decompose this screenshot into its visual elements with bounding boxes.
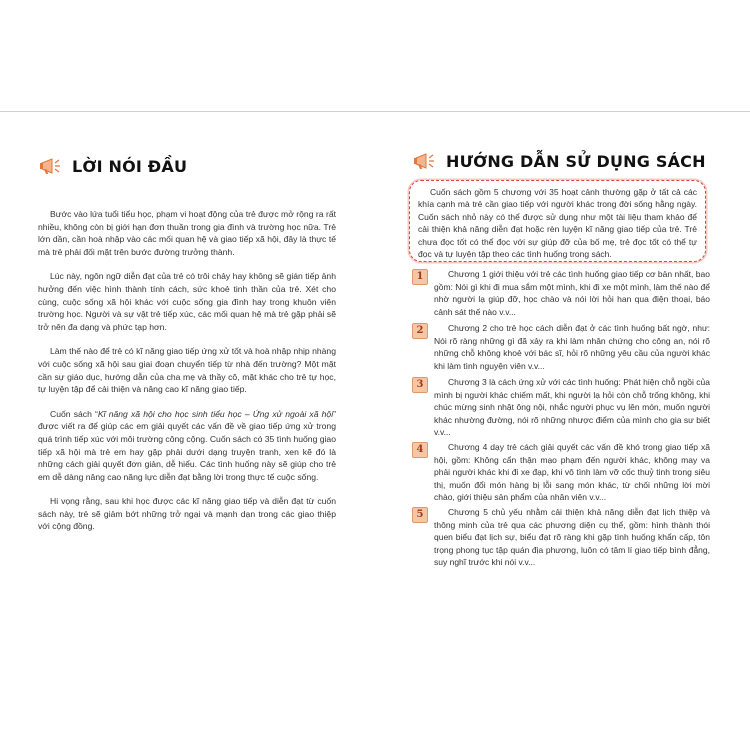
paragraph-text-pre: Cuốn sách “ (50, 408, 98, 419)
megaphone-icon (38, 155, 64, 177)
chapter-number-badge: 2 (412, 323, 428, 339)
left-page-title: LỜI NÓI ĐẦU (72, 156, 188, 176)
paragraph-text-post: ” được viết ra để giúp các em giải quyết các vấn đề về giao tiếp ứng xử trong quá trình tiếp xúc với môi trường công cộng. Cuốn sách có 35 tình huống giao tiếp xã hội mà trẻ em hay gặp phải dưới dạng truyện tranh, xen kẽ đó là những cách giải quyết đơn giản, dễ hiểu. Các tình huống này sẽ giúp cho trẻ em dễ dàng nâng cao năng lực diễn đạt bằng lời trong thực tế cuộc sống. (38, 408, 336, 482)
chapter-item (412, 322, 710, 372)
page-divider (0, 111, 750, 112)
preface-body (38, 208, 336, 545)
megaphone-icon (412, 150, 438, 172)
preface-paragraph: Bước vào lứa tuổi tiểu học, phạm vi hoạt động của trẻ được mở rộng ra rất nhiều, không còn bị giới hạn đơn thuần trong gia đình và trường học nữa. Trẻ lớn dần, cần hoà nhập vào các mối quan hệ và giao tiếp xã hội, đây là thực tế mà trẻ phải đối mặt trên bước đường trưởng thành. (38, 209, 336, 257)
intro-text: Cuốn sách gồm 5 chương với 35 hoạt cảnh thường gặp ở tất cả các khía cạnh mà trẻ cần giao tiếp với người khác trong đời sống hằng ngày. Cuốn sách nhỏ này có thể được sử dụng như một tài liệu tham khảo để cải thiện khả năng diễn đạt hoặc rèn luyện kĩ năng giao tiếp của trẻ. Trẻ chưa đọc tốt có thể đọc với sự giúp đỡ của bố mẹ, trẻ đọc tốt có thể tự đọc và tự luyện tập theo các tình huống trong sách. (418, 187, 697, 260)
chapter-description: Chương 1 giới thiệu với trẻ các tình huống giao tiếp cơ bản nhất, bao gồm: Nói gì khi đi mua sắm một mình, khi đi xe một mình, làm thế nào để nhờ người lạ giúp đỡ, học chào và nói lời hỏi han qua điện thoại, báo cảnh sát thế nào v.v... (434, 269, 710, 317)
preface-paragraph: Lúc này, ngôn ngữ diễn đạt của trẻ có trôi chảy hay không sẽ gián tiếp ảnh hưởng đến việc hình thành tính cách, sức khoẻ tinh thần của trẻ. Xét cho cùng, cuộc sống xã hội khác với cuộc sống gia đình hay trong khuôn viên trường học. Người và sự vật trẻ tiếp xúc, các mối quan hệ mà trẻ gặp phải sẽ trở nên đa dạng và phức tạp hơn. (38, 271, 336, 332)
chapter-item (412, 441, 710, 504)
right-page-title: HƯỚNG DẪN SỬ DỤNG SÁCH (446, 151, 706, 171)
chapter-description: Chương 3 là cách ứng xử với các tình huống: Phát hiện chỗ ngồi của mình bị người khác chiếm mất, khi người lạ hỏi còn chỗ trống không, khi chúc mừng sinh nhật ông nội, nhắc người phục vụ lên món, muốn người khác nhường đường, nói rõ những nhược điểm của mình cho gia sư biết v.v... (434, 377, 710, 438)
right-title-row (412, 150, 706, 172)
preface-paragraph: Hi vọng rằng, sau khi học được các kĩ năng giao tiếp và diễn đạt từ cuốn sách này, trẻ sẽ giảm bớt những trở ngại và mạnh dạn trong các giao thiệp với cộng đồng. (38, 496, 336, 532)
chapter-item (412, 376, 710, 439)
book-title-italic: Kĩ năng xã hội cho học sinh tiểu học – Ứng xử ngoài xã hội (97, 408, 334, 419)
chapter-description: Chương 5 chủ yếu nhằm cải thiện khả năng diễn đạt lịch thiệp và thông minh của trẻ qua các phương diện cụ thể, gồm: hình thành thói quen biểu đạt lịch sự, biểu đạt rõ ràng khi gặp tình huống khẩn cấp, tôn trọng phong tục tập quán địa phương, luôn có tâm lí giao tiếp bình đẳng, suy nghĩ trước khi nói v.v... (434, 507, 710, 568)
chapter-number-badge: 1 (412, 269, 428, 285)
chapter-item (412, 268, 710, 318)
preface-paragraph: Làm thế nào để trẻ có kĩ năng giao tiếp ứng xử tốt và hoà nhập nhịp nhàng với cuộc sống xã hội sau giai đoạn chuyển tiếp từ nhà đến trường? Một mặt cần sự giáo dục, hướng dẫn của cha mẹ và thầy cô, mặt khác cho trẻ tự học, tự luyện tập để cải thiện và nâng cao kĩ năng giao tiếp. (38, 346, 336, 395)
preface-paragraph (38, 408, 336, 484)
chapter-description: Chương 2 cho trẻ học cách diễn đạt ở các tình huống bất ngờ, như: Nói rõ ràng những gì đã xảy ra khi làm nhân chứng cho công an, nói rõ những chỗ không khoẻ với bác sĩ, hỏi rõ những yêu cầu của người khác khi làm tình nguyện viên v.v... (434, 323, 710, 371)
chapter-number-badge: 3 (412, 377, 428, 393)
left-title-row (38, 155, 187, 177)
blank-top-area (0, 0, 750, 111)
chapter-number-badge: 5 (412, 507, 428, 523)
intro-box (409, 180, 706, 262)
chapter-item (412, 506, 710, 569)
chapter-number-badge: 4 (412, 442, 428, 458)
chapter-description: Chương 4 dạy trẻ cách giải quyết các vấn đề khó trong giao tiếp xã hội, gồm: Không cẩn thận mạo phạm đến người khác, không may va phải người khác khi đi xe đạp, khi vô tình làm vỡ cốc thuỷ tinh trong siêu thị, muốn đổi món hàng bị lỗi sang món khác, từ chối những lời mời chào, giới thiệu sản phẩm của nhân viên v.v... (434, 442, 710, 503)
